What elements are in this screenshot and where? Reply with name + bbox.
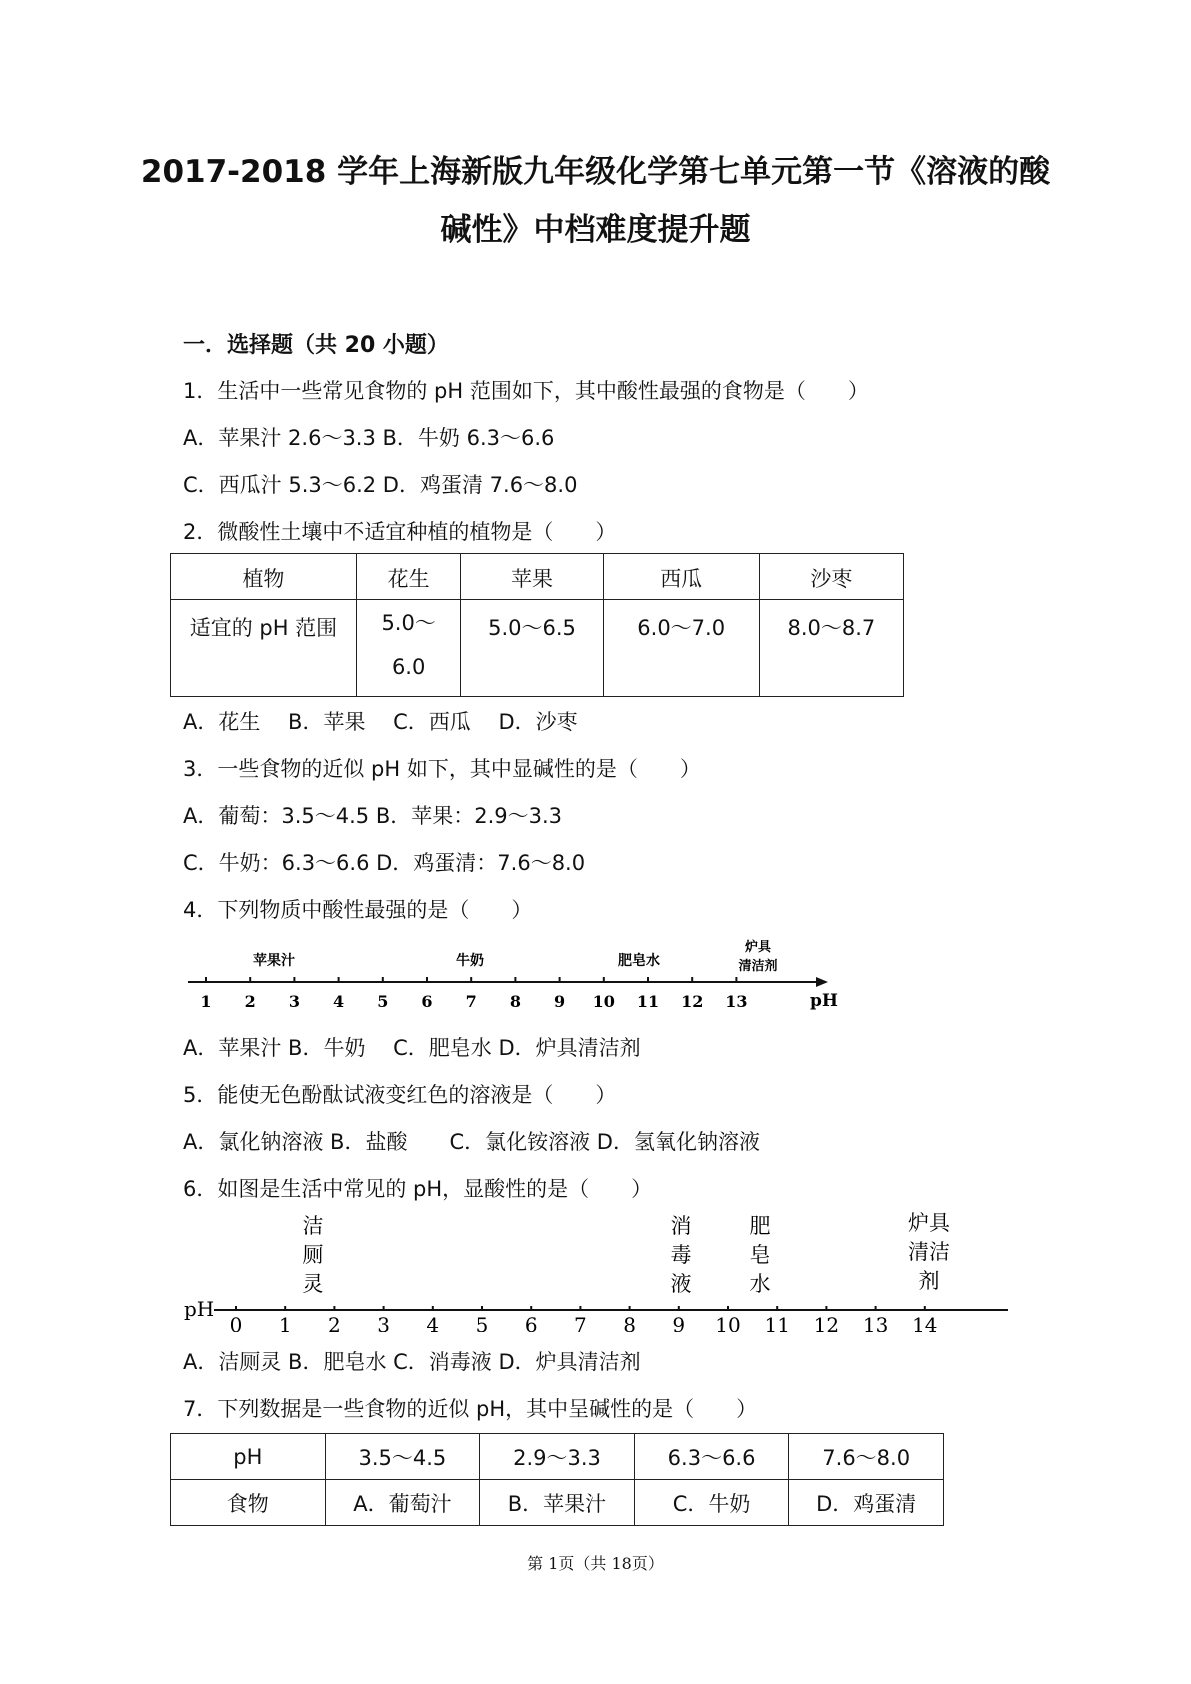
q6-tick-label-11: 11	[764, 1313, 790, 1332]
q7-cell-ph-a: 3.5～4.5	[325, 1434, 480, 1480]
q2-peanut-range-end: 6.0	[391, 655, 426, 679]
q4-tick-label-13: 13	[725, 992, 748, 1011]
q6-label-stove-cleaner-3: 剂	[918, 1269, 940, 1293]
q4-tick-label-12: 12	[681, 992, 704, 1011]
q5-stem: 5．能使无色酚酞试液变红色的溶液是（ ）	[183, 1083, 617, 1107]
q6-tick-label-4: 4	[426, 1313, 440, 1332]
q3-stem: 3．一些食物的近似 pH 如下，其中显碱性的是（ ）	[183, 757, 701, 781]
q6-ph-scale	[180, 1208, 1020, 1332]
q2-plant-ph-table	[170, 553, 904, 697]
q4-ph-scale	[180, 938, 840, 1014]
q6-tick-label-7: 7	[574, 1313, 587, 1332]
q6-label-toilet-cleaner-2: 厕	[302, 1243, 324, 1267]
q4-tick-label-4: 4	[333, 992, 345, 1011]
q2-header-peanut: 花生	[356, 554, 461, 600]
q4-tick-label-5: 5	[377, 992, 389, 1011]
q6-stem: 6．如图是生活中常见的 pH，显酸性的是（ ）	[183, 1177, 653, 1201]
q7-cell-food-a: A．葡萄汁	[325, 1480, 480, 1526]
q7-cell-ph-label: pH	[171, 1434, 326, 1480]
q6-label-disinfectant-1: 消	[670, 1214, 692, 1238]
q4-label-apple-juice: 苹果汁	[253, 953, 295, 969]
q1-options-ab: A．苹果汁 2.6～3.3 B．牛奶 6.3～6.6	[183, 426, 555, 450]
q2-header-apple: 苹果	[461, 554, 603, 600]
q4-tick-label-8: 8	[509, 992, 521, 1011]
q7-cell-food-c: C．牛奶	[634, 1480, 789, 1526]
q6-label-toilet-cleaner-1: 洁	[302, 1214, 324, 1238]
q2-cell-melon: 6.0～7.0	[603, 600, 759, 697]
q2-header-plant: 植物	[171, 554, 357, 600]
q6-tick-label-10: 10	[715, 1313, 741, 1332]
q6-tick-label-9: 9	[672, 1313, 686, 1332]
q2-header-jujube: 沙枣	[759, 554, 903, 600]
q6-tick-label-14: 14	[912, 1313, 938, 1332]
q6-tick-label-1: 1	[278, 1313, 292, 1332]
q6-options: A．洁厕灵 B．肥皂水 C．消毒液 D．炉具清洁剂	[183, 1350, 641, 1374]
q7-cell-ph-b: 2.9～3.3	[480, 1434, 635, 1480]
q2-cell-peanut	[356, 600, 461, 697]
q3-options-cd: C．牛奶：6.3～6.6 D．鸡蛋清：7.6～8.0	[183, 851, 586, 875]
q7-cell-ph-c: 6.3～6.6	[634, 1434, 789, 1480]
q6-label-stove-cleaner-2: 清洁	[908, 1240, 950, 1264]
q6-tick-label-5: 5	[475, 1313, 489, 1332]
q6-label-disinfectant-3: 液	[670, 1272, 692, 1296]
document-title-line-2: 碱性》中档难度提升题	[440, 212, 751, 248]
q6-label-disinfectant-2: 毒	[670, 1243, 692, 1267]
q7-stem: 7．下列数据是一些食物的近似 pH，其中呈碱性的是（ ）	[183, 1397, 758, 1421]
q4-label-cleaner-line1: 炉具	[744, 940, 772, 955]
q2-options: A．花生 B．苹果 C．西瓜 D．沙枣	[183, 710, 578, 734]
q4-label-soap-water: 肥皂水	[618, 953, 660, 969]
q6-tick-label-0: 0	[229, 1313, 243, 1332]
q4-label-cleaner-line2: 清洁剂	[738, 959, 778, 974]
q4-tick-label-2: 2	[244, 992, 256, 1011]
q4-label-milk: 牛奶	[456, 953, 484, 969]
q5-options: A．氯化钠溶液 B．盐酸 C．氯化铵溶液 D．氢氧化钠溶液	[183, 1130, 760, 1154]
q6-tick-label-12: 12	[813, 1313, 840, 1332]
q6-tick-label-8: 8	[623, 1313, 636, 1332]
page-footer: 第 1页（共 18页）	[527, 1554, 664, 1573]
q1-stem: 1．生活中一些常见食物的 pH 范围如下，其中酸性最强的食物是（ ）	[183, 379, 869, 403]
q6-label-soap-water-2: 皂	[749, 1243, 771, 1267]
q6-label-stove-cleaner-1: 炉具	[908, 1211, 950, 1235]
q2-stem: 2．微酸性土壤中不适宜种植的植物是（ ）	[183, 520, 617, 544]
q6-label-soap-water-1: 肥	[749, 1214, 771, 1238]
q2-row-label: 适宜的 pH 范围	[171, 600, 357, 697]
q4-tick-label-6: 6	[421, 992, 433, 1011]
q4-tick-label-1: 1	[200, 992, 212, 1011]
q4-tick-label-7: 7	[465, 992, 477, 1011]
q2-header-melon: 西瓜	[603, 554, 759, 600]
q7-cell-food-b: B．苹果汁	[480, 1480, 635, 1526]
q6-label-toilet-cleaner-3: 灵	[302, 1272, 324, 1296]
q7-food-ph-table	[170, 1433, 944, 1526]
q4-tick-label-3: 3	[288, 992, 300, 1011]
section-heading: 一．选择题（共 20 小题）	[183, 333, 449, 358]
q4-tick-label-11: 11	[636, 992, 660, 1011]
q4-options: A．苹果汁 B．牛奶 C．肥皂水 D．炉具清洁剂	[183, 1036, 641, 1060]
q6-tick-label-6: 6	[524, 1313, 538, 1332]
q6-tick-label-2: 2	[328, 1313, 341, 1332]
q4-tick-label-9: 9	[554, 992, 566, 1011]
q4-tick-label-10: 10	[592, 992, 615, 1011]
q2-cell-jujube: 8.0～8.7	[759, 600, 903, 697]
q7-cell-food-d: D．鸡蛋清	[789, 1480, 944, 1526]
q4-scale-arrow	[816, 977, 828, 987]
q7-cell-food-label: 食物	[171, 1480, 326, 1526]
q3-options-ab: A．葡萄：3.5～4.5 B．苹果：2.9～3.3	[183, 804, 563, 828]
q1-options-cd: C．西瓜汁 5.3～6.2 D．鸡蛋清 7.6～8.0	[183, 473, 578, 497]
q6-tick-label-13: 13	[862, 1313, 889, 1332]
q7-cell-ph-d: 7.6～8.0	[789, 1434, 944, 1480]
q6-label-soap-water-3: 水	[749, 1272, 771, 1296]
q6-unit-ph: pH	[184, 1297, 215, 1321]
document-title-line-1: 2017-2018 学年上海新版九年级化学第七单元第一节《溶液的酸	[140, 154, 1051, 190]
q6-tick-label-3: 3	[377, 1313, 390, 1332]
q2-peanut-range-start: 5.0～	[381, 611, 436, 635]
q4-unit-ph: pH	[810, 991, 838, 1011]
q2-cell-apple: 5.0～6.5	[461, 600, 603, 697]
q4-stem: 4．下列物质中酸性最强的是（ ）	[183, 898, 533, 922]
